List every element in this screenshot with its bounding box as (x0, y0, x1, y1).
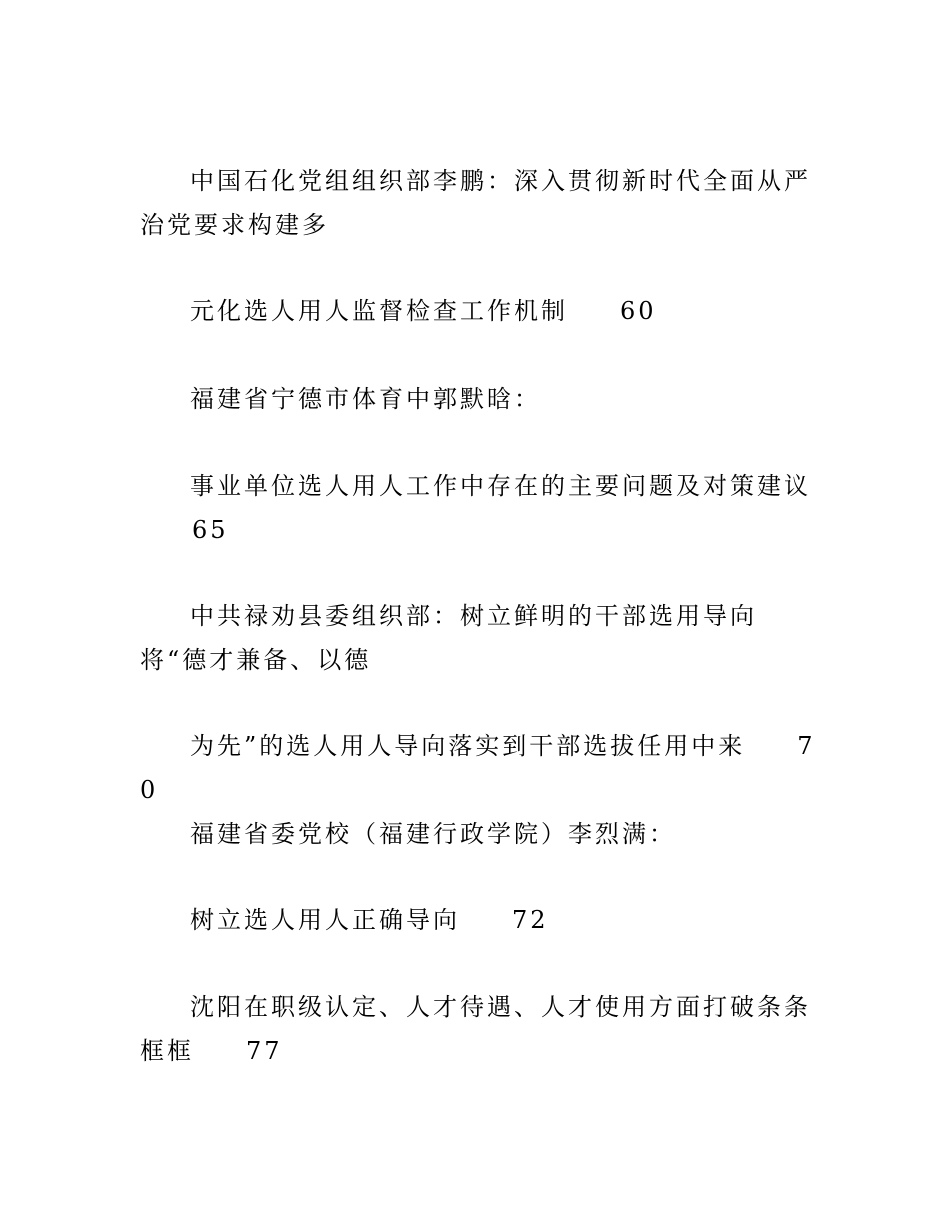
toc-page-number: 77 (246, 1037, 283, 1065)
toc-entry-text: 福建省宁德市体育中郭默晗： (190, 385, 541, 413)
toc-entry-5 (140, 985, 820, 1073)
toc-entry-text: 为先”的选人用人导向落实到干部选拔任用中来 (190, 732, 746, 760)
toc-entry-text: 福建省委党校（福建行政学院）李烈满： (190, 820, 676, 848)
toc-entry-4-line-2 (140, 898, 820, 942)
toc-entry-2-line-2 (140, 464, 820, 552)
toc-entry-1-line-1 (140, 159, 820, 247)
toc-page-number: 65 (192, 516, 229, 544)
toc-entry-4-line-1 (140, 812, 820, 856)
toc-entry-text: 元化选人用人监督检查工作机制 (190, 297, 568, 325)
toc-page-number: 72 (512, 906, 549, 934)
toc-entry-text: 树立选人用人正确导向 (190, 906, 460, 934)
toc-entry-1-line-2 (140, 289, 820, 333)
toc-entry-text: 中共禄劝县委组织部：树立鲜明的干部选用导向 将“德才兼备、以德 (140, 602, 757, 674)
toc-entry-text: 沈阳在职级认定、人才待遇、人才使用方面打破条条框框 (140, 993, 811, 1065)
toc-page-number: 60 (620, 297, 657, 325)
toc-entry-2-line-1 (140, 377, 820, 421)
toc-entry-text: 事业单位选人用人工作中存在的主要问题及对策建议 (190, 472, 811, 500)
toc-entry-text: 中国石化党组组织部李鹏：深入贯彻新时代全面从严治党要求构建多 (140, 167, 811, 239)
toc-entry-3-line-2 (140, 724, 820, 812)
toc-entry-3-line-1 (140, 594, 820, 682)
toc-page-number: 70 (140, 732, 816, 804)
